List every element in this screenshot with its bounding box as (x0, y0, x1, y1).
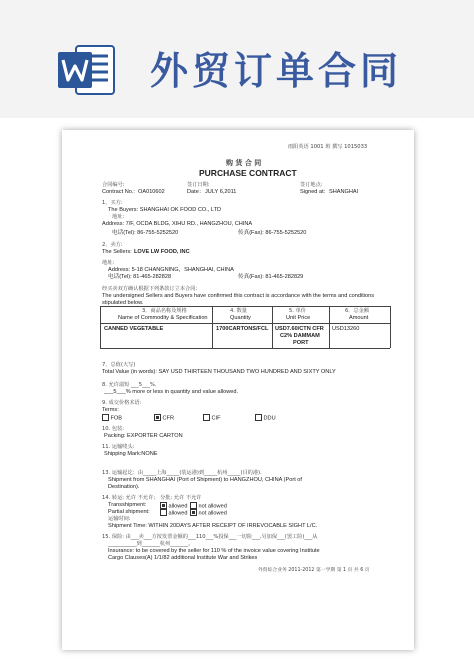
insurance-cn: 15. 保险: 由___卖___方按发票金额的___110___%投保___一切险___,另加保___(罢工险)___从 (102, 534, 318, 540)
route-en-1: Shipment from SHANGHAI (Port of Shipment) to HANGZHOU, CHINA (Port of (108, 477, 302, 483)
contract-sheet (62, 130, 414, 650)
insurance-en-1: Insurance: to be covered by the seller for 110 % of the invoice value covering Institute (108, 548, 320, 554)
term-cfr[interactable]: CFR (154, 414, 174, 422)
date-value: JULY 6,2011 (205, 189, 237, 195)
total-en: Total Value (in words): SAY USD THIRTEEN THOUSAND TWO HUNDRED AND SIXTY ONLY (102, 369, 336, 375)
pack-en: Packing: EXPORTER CARTON (104, 433, 183, 439)
route-cn: 13. 运输起讫：由_____上海_____(装运港)到_____杭州_____(目的港). (102, 470, 262, 476)
title-en: PURCHASE CONTRACT (199, 168, 297, 178)
total-cn: 7、总值(大写) (102, 362, 136, 368)
banner-title: 外贸订单合同 (150, 49, 403, 93)
buyer-address: Address: 7/F, OCDA BLDG, XIHU RD., HANGZHOU, CHINA (102, 221, 253, 227)
place-label: Signed at: (300, 189, 326, 195)
terms-cn: 9. 成交价格术语: (102, 400, 142, 406)
cell-amount: USD13260 (332, 326, 360, 332)
allow-en: ___5___% more or less in quantity and value allowed. (104, 389, 239, 395)
place-value: SHANGHAI (329, 189, 359, 195)
term-fob[interactable]: FOB (102, 414, 122, 422)
contract-no-value: OA010602 (138, 189, 165, 195)
agree-en-2: stipulated below. (102, 300, 144, 306)
trans-allowed[interactable]: allowed (160, 502, 187, 510)
term-cif[interactable]: CIF (203, 414, 221, 422)
buyer-label-cn: 1、买方: (102, 200, 123, 206)
seller-addr-cn: 地址: (102, 260, 115, 266)
th-price-cn: 5. 单价 (289, 308, 306, 314)
cell-price-1: USD7.60/CTN CFR (275, 326, 324, 332)
top-ref: 雨阳英语 1001 班 撰写 1015033 (288, 144, 368, 150)
trans-not-allowed[interactable]: not allowed (190, 502, 227, 510)
part-en: Partial shipment: (108, 509, 150, 515)
th-name-en: Name of Commodity & Specification (118, 315, 208, 321)
checked-box-icon (190, 509, 197, 516)
th-qty-en: Quantity (230, 315, 251, 321)
time-cn: 运输时间: (108, 516, 131, 522)
checkbox-icon (190, 502, 197, 509)
checkbox-icon (255, 414, 262, 421)
seller-label-cn: 2、卖方: (102, 242, 123, 248)
term-ddu[interactable]: DDU (255, 414, 276, 422)
place-cn: 签订地点: (300, 182, 323, 188)
mark-cn: 11. 运输唛头: (102, 444, 135, 450)
part-not-allowed[interactable]: not allowed (190, 509, 227, 517)
th-price-en: Unit Price (286, 315, 311, 321)
checkbox-icon (102, 414, 109, 421)
word-icon (58, 42, 116, 98)
date-cn: 签订日期: (187, 182, 210, 188)
allow-cn: 8. 允许溢短 ___5___%. (102, 382, 157, 388)
trans-en: Transshipment: (108, 502, 147, 508)
buyer-fax: 传真(Fax): 86-755-5252520 (238, 230, 307, 236)
checkbox-icon (203, 414, 210, 421)
title-cn: 购 货 合 同 (226, 159, 262, 167)
checked-box-icon (154, 414, 161, 421)
cell-quantity: 1700CARTONS/FCL (216, 326, 269, 332)
seller-name-label: The Sellers: (102, 249, 132, 255)
cell-price-3: PORT (293, 340, 309, 346)
buyer-tel: 电话(Tel): 86-755-5252520 (112, 230, 179, 236)
part-allowed[interactable]: allowed (160, 509, 187, 517)
th-qty-cn: 4. 数量 (230, 308, 247, 314)
time-en: Shipment Time: WITHIN 20DAYS AFTER RECEIPT OF IRREVOCABLE SIGHT L/C. (108, 523, 318, 529)
date-label: Date： (187, 189, 205, 195)
contract-no-cn: 合同编号: (102, 182, 125, 188)
terms-en: Terms: (102, 407, 119, 413)
pack-cn: 10. 包装: (102, 426, 125, 432)
agree-cn: 经买卖双方确认根据下列条款订立本合同: (102, 286, 198, 292)
buyer-addr-cn: 地址: (112, 214, 125, 220)
route-en-2: Destination). (108, 484, 140, 490)
seller-name: LOVE LW FOOD, INC (134, 249, 190, 255)
seller-address: Address: 5-18 CHANGNING，SHANGHAI, CHINA (108, 267, 234, 273)
cell-price-2: C2% DAMMAM (280, 333, 320, 339)
checkbox-icon (160, 509, 167, 516)
mark-en: Shipping Mark:NONE (104, 451, 158, 457)
th-amt-cn: 6．总金额 (345, 308, 370, 314)
th-name-cn: 3．商品名称及规格 (142, 308, 187, 314)
cell-commodity: CANNED VEGETABLE (104, 326, 164, 332)
agree-en-1: The undersigned Sellers and Buyers have confirmed this contract is accordance with the terms and conditions (102, 293, 375, 299)
insurance-cn-2: ___________到_______杭州_______。 (108, 541, 194, 547)
trans-cn: 14. 转运: 允许 不允许； 分批: 允许 不允许 (102, 495, 202, 501)
th-amt-en: Amount (349, 315, 369, 321)
seller-fax: 传真(Fax): 81-465-282829 (238, 274, 304, 280)
banner (0, 0, 474, 118)
seller-tel: 电话(Tel): 81-465-282828 (108, 274, 172, 280)
contract-no-label: Contract No.: (102, 189, 135, 195)
checked-box-icon (160, 502, 167, 509)
insurance-en-2: Cargo Clauses(A) 1/1/82 additional Institute War and Strikes (108, 555, 258, 561)
page-footer: 外贸综合业务 2011-2012 第一学期 第 1 页 共 6 页 (258, 568, 370, 573)
buyer-name: The Buyers: SHANGHAI OK FOOD CO., LTD (108, 207, 222, 213)
